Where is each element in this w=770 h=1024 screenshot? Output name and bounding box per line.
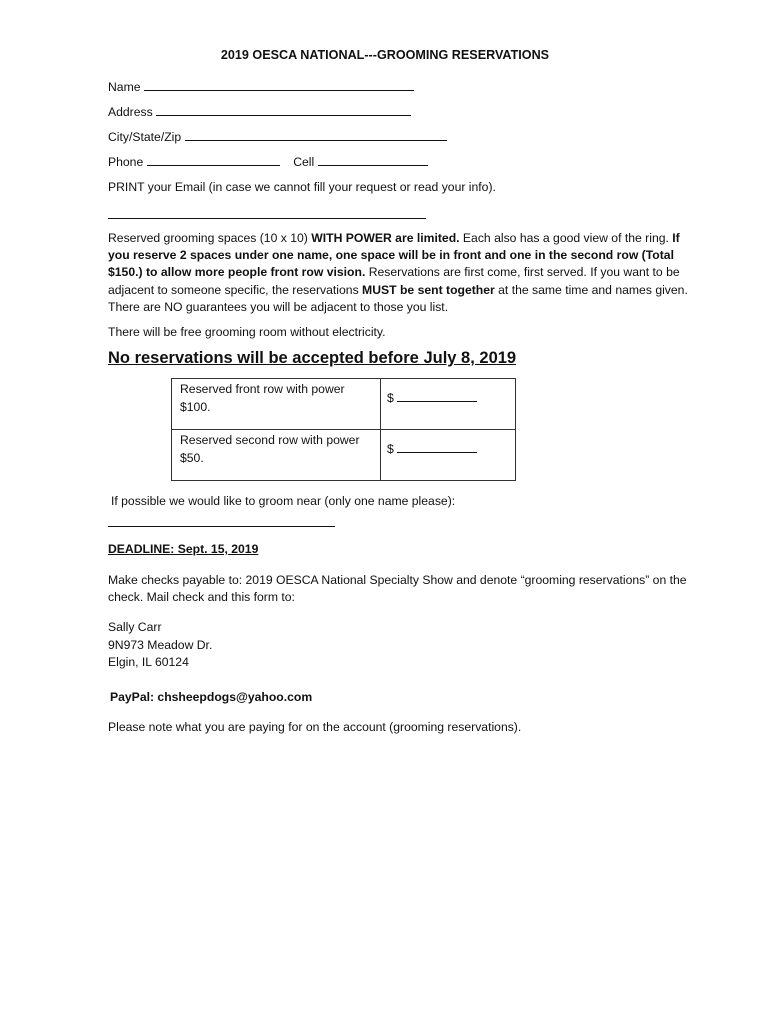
mail-city: Elgin, IL 60124 [108,655,189,669]
address-field[interactable] [156,105,411,116]
mail-street: 9N973 Meadow Dr. [108,638,213,652]
cell-field[interactable] [318,155,428,166]
mail-name: Sally Carr [108,620,162,634]
city-label: City/State/Zip [108,130,182,144]
name-row [108,80,414,94]
reservation-amount-cell[interactable] [381,379,516,430]
groom-near-label: If possible we would like to groom near (only one name please): [111,494,456,508]
second-row-amount-field[interactable] [397,442,477,453]
reservation-second-label: Reserved second row with power [180,433,360,447]
info-text-2: Each also has a good view of the ring. [459,231,673,245]
front-row-amount-field[interactable] [397,391,477,402]
name-field[interactable] [144,80,414,91]
reservation-label-cell [172,379,381,430]
cell-label: Cell [293,155,315,169]
phone-field[interactable] [147,155,280,166]
city-row [108,130,447,144]
city-field[interactable] [185,130,447,141]
info-text-3: Reservations are first come, first served. If you want to be adjacent to someone specific, the reservations [108,265,680,297]
info-bold-power: WITH POWER are limited. [311,231,460,245]
reservation-front-label: Reserved front row with power [180,382,345,396]
dollar-sign: $ [387,442,394,456]
phone-label: Phone [108,155,144,169]
info-text-4: at the same time and names given. There are NO guarantees you will be adjacent to those you list. [108,282,688,314]
paypal-info: PayPal: chsheepdogs@yahoo.com [110,690,313,704]
reservation-front-price: $100. [180,399,211,414]
info-bold-together: MUST be sent together [362,282,495,297]
table-row [172,430,516,481]
name-label: Name [108,80,141,94]
table-row [172,379,516,430]
dollar-sign: $ [387,391,394,405]
deadline: DEADLINE: Sept. 15, 2019 [108,542,259,556]
groom-near-field[interactable] [108,515,335,527]
free-room-note: There will be free grooming room without electricity. [108,325,386,339]
reservation-label-cell [172,430,381,481]
email-field[interactable] [108,207,426,219]
info-text-1: Reserved grooming spaces (10 x 10) [108,231,312,245]
address-row [108,105,411,119]
info-paragraph [108,230,693,316]
reservation-second-price: $50. [180,450,204,465]
phone-row [108,155,428,169]
email-label: PRINT your Email (in case we cannot fill your request or read your info). [108,180,496,194]
payment-instructions: Make checks payable to: 2019 OESCA National Specialty Show and denote “grooming reservations” on the check. Mail check and this form to: [108,573,687,605]
payment-note: Please note what you are paying for on the account (grooming reservations). [108,720,522,734]
page-title: 2019 OESCA NATIONAL---GROOMING RESERVATIONS [220,48,550,62]
notice-heading: No reservations will be accepted before July 8, 2019 [108,349,517,367]
address-label: Address [108,105,153,119]
reservation-table [171,378,516,481]
info-bold-two-spaces: If you reserve 2 spaces under one name, one space will be in front and one in the second row (Total $150.) to allow more people front row vision. [108,231,680,280]
reservation-amount-cell[interactable] [381,430,516,481]
